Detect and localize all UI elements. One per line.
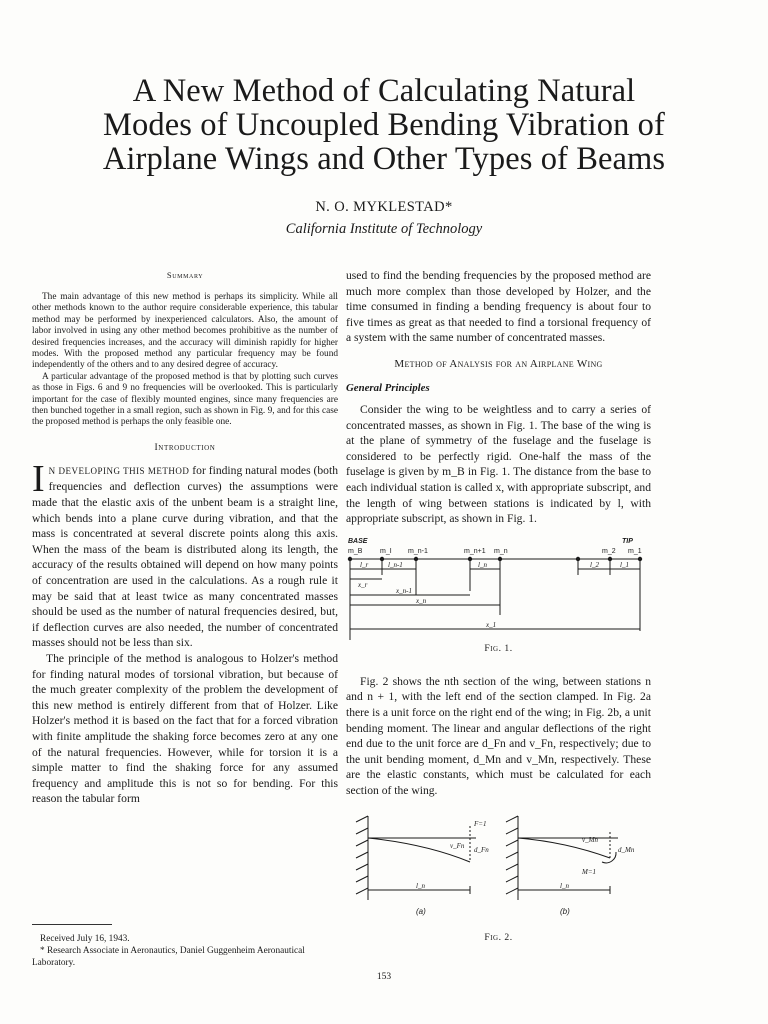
fig1-mass-mI: m_I bbox=[380, 547, 392, 555]
fig2-vMn: v_Mn bbox=[582, 836, 598, 845]
fig2-dMn: d_Mn bbox=[618, 846, 635, 855]
fig1-tip-label: TIP bbox=[622, 537, 633, 545]
right-column bbox=[346, 268, 651, 963]
title-line-1: A New Method of Calculating Natural bbox=[132, 73, 636, 109]
author-name: N. O. MYKLESTAD* bbox=[315, 199, 453, 215]
fig1-base-label: BASE bbox=[348, 537, 368, 545]
fig2-force-label: F=1 bbox=[474, 820, 487, 829]
title-line-3: Airplane Wings and Other Types of Beams bbox=[102, 141, 666, 177]
summary-paragraph-2: A particular advantage of the proposed method is that by plotting such curves as those in Figs. 6 and 9 no frequencies will be overlooked. This is particularly important for the case of flexibly mounted engines, since many frequencies are then bunched together in a small region, such as shown in Fig. 9, and for this case the proposed method is perhaps the only feasible one. bbox=[32, 371, 338, 428]
fig2-ln-a: l_n bbox=[416, 882, 425, 891]
left-column bbox=[32, 270, 338, 807]
fig2-moment-label: M=1 bbox=[582, 868, 597, 877]
footnotes bbox=[32, 924, 338, 969]
drop-cap: I bbox=[32, 457, 45, 500]
introduction-paragraph-1 bbox=[32, 457, 338, 651]
fig1-dim-ln-1: l_n-1 bbox=[388, 560, 403, 569]
summary-paragraph-1: The main advantage of this new method is perhaps its simplicity. While all other methods known to the author require considerable experience, this tabular method may be performed by inexperienced calculators. Also, the amount of labor involved in using any other method becomes prohibitive as the number of desired frequencies increases, and the accuracy will diminish rapidly for higher modes. With the proposed method any particular frequency may be found independently of the others and to any desired degree of accuracy. bbox=[32, 292, 338, 371]
introduction-section bbox=[32, 457, 338, 807]
fig2-vFn: v_Fn bbox=[450, 842, 465, 851]
fig1-mass-mB: m_B bbox=[348, 547, 363, 555]
paper-title bbox=[20, 74, 748, 176]
figure-2-diagram bbox=[346, 812, 651, 930]
fig1-mass-mn-1: m_n-1 bbox=[408, 547, 428, 555]
continued-paragraph: used to find the bending frequencies by the proposed method are much more complex than those developed by Holzer, and the time consumed in finding a bending frequency is about four to five times as great as that needed to find a torsional frequency of a system with the same number of concentrated masses. bbox=[346, 269, 651, 345]
summary-section bbox=[32, 270, 338, 429]
fig2-ln-b: l_n bbox=[560, 882, 569, 891]
fig2-label-b: (b) bbox=[560, 907, 570, 917]
subsection-heading: General Principles bbox=[346, 381, 430, 394]
general-principles-paragraph: Consider the wing to be weightless and to carry a series of concentrated masses, as shown in Fig. 1. The base of the wing is at the plane of symmetry of the fuselage and the fuselage is considered to be perfectly rigid. One-half the mass of the fuselage is given by m_B in Fig. 1. The distance from the base to each individual station is called x, with appropriate subscript, and the length of wing between stations is indicated by l, with appropriate subscript, as shown in Fig. 1. bbox=[346, 402, 651, 526]
fig2-label-a: (a) bbox=[416, 907, 426, 917]
lead-in-smallcaps: N DEVELOPING THIS METHOD bbox=[48, 465, 190, 476]
page-number: 153 bbox=[376, 972, 392, 982]
footnote-affiliation: * Research Associate in Aeronautics, Daniel Guggenheim Aeronautical Laboratory. bbox=[32, 946, 305, 968]
introduction-heading: Introduction bbox=[154, 441, 216, 453]
fig1-dim-l2: l_2 bbox=[590, 560, 599, 569]
figure-1-caption: Fig. 1. bbox=[484, 642, 513, 654]
figure-2-caption: Fig. 2. bbox=[484, 932, 513, 944]
figure-2-paragraph: Fig. 2 shows the nth section of the wing, between stations n and n + 1, with the left end of the section clamped. In Fig. 2a there is a unit force on the right end of the wing; in Fig. 2b, a unit bending moment. The linear and angular deflections of the right end due to the unit force are d_Fn and v_Fn, respectively; due to the unit bending moment, d_Mn and v_Mn, respectively. These are the elastic constants, which must be calculated for each section of the wing. bbox=[346, 674, 651, 797]
fig1-dim-xr: x_r bbox=[358, 580, 368, 589]
summary-heading: Summary bbox=[166, 270, 204, 280]
fig1-dim-xn-1: x_n-1 bbox=[396, 586, 412, 595]
fig1-dim-ln: l_n bbox=[478, 560, 487, 569]
fig1-mass-mn+1: m_n+1 bbox=[464, 547, 486, 555]
fig1-mass-m2: m_2 bbox=[602, 547, 616, 555]
fig1-mass-mn: m_n bbox=[494, 547, 508, 555]
footnote-received: Received July 16, 1943. bbox=[40, 934, 130, 944]
fig1-dim-l1: l_1 bbox=[620, 560, 629, 569]
figure-1-wing-diagram bbox=[346, 535, 651, 643]
section-heading: Method of Analysis for an Airplane Wing bbox=[394, 357, 603, 370]
fig1-dim-xn: x_n bbox=[416, 596, 427, 605]
fig1-dim-x1: x_1 bbox=[486, 620, 497, 629]
footnote-rule bbox=[32, 924, 112, 925]
fig1-mass-m1: m_1 bbox=[628, 547, 642, 555]
title-line-2: Modes of Uncoupled Bending Vibration of bbox=[103, 107, 665, 143]
introduction-paragraph-1-text: for finding natural modes (both frequencies and deflection curves) the assumptions were made that the elastic axis of the unbent beam is a straight line, which bends into a plane curve during vibration, and that the mass is concentrated at several discrete points along this axis. When the mass of the beam is distributed along its length, the accuracy of the results obtained will depend on how many points of concentration are used in the calculations. As a rough rule it may be said that at least twice as many concentrated masses should be used as the number of natural frequencies desired, but, if deflection curves are also needed, the number of concentrated masses should not be less than six. bbox=[32, 463, 338, 650]
introduction-paragraph-2: The principle of the method is analogous to Holzer's method for finding natural modes of torsional vibration, but because of the much greater complexity of the problem the development of this new method is entirely different from that of Holzer. Like Holzer's method it is based on the fact that for a forced vibration with finite amplitude the shaking force becomes zero at any one of the natural frequencies. However, while for torsion it is a simple matter to find the shaking force for any assumed frequency and amplitude this is not so for bending. For this reason the tabular form bbox=[32, 652, 338, 806]
fig2-dFn: d_Fn bbox=[474, 846, 489, 855]
fig1-dim-lr: l_r bbox=[360, 560, 369, 569]
author-affiliation: California Institute of Technology bbox=[285, 221, 483, 237]
